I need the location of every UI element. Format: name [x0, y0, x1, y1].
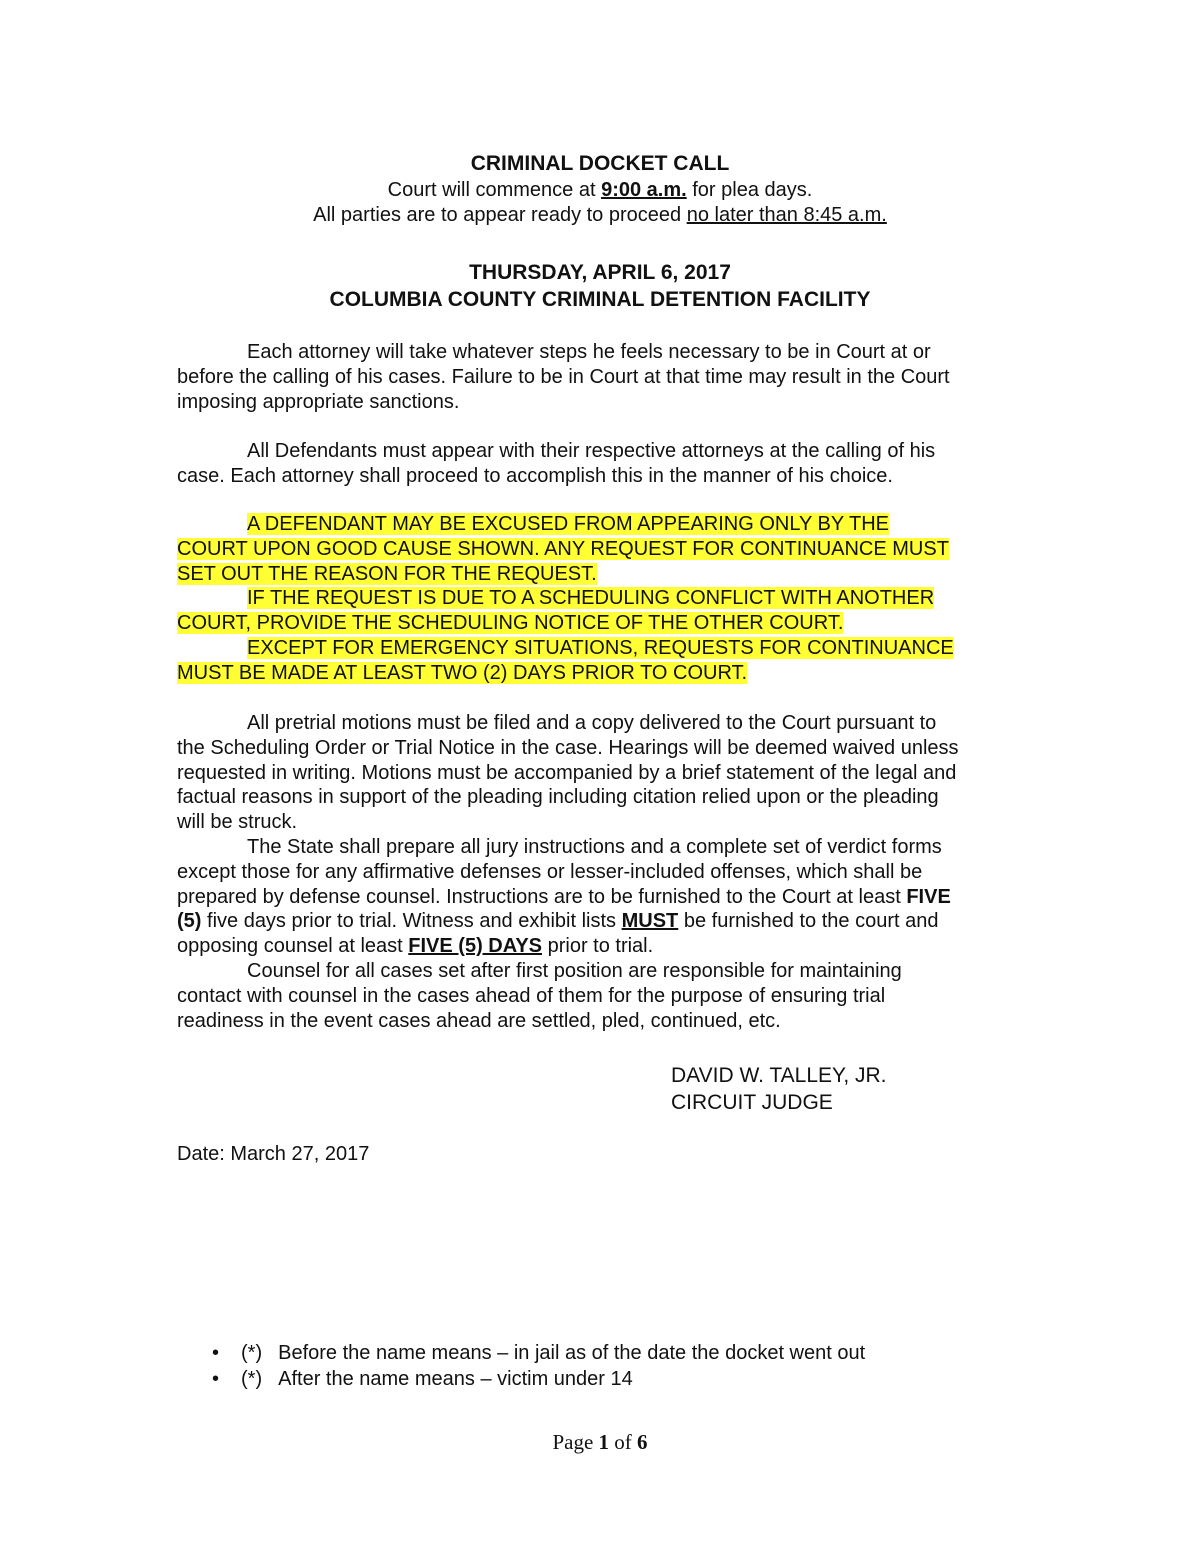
note-item: • (*) After the name means – victim under 14 — [212, 1368, 633, 1390]
paragraph-defendants: All Defendants must appear with their respective attorneys at the calling of his case. Each attorney shall proceed to accomplish this in the manner of his choice. — [177, 440, 936, 487]
paragraph-jury-instructions: The State shall prepare all jury instructions and a complete set of verdict forms except those for any affirmative defenses or lesser-included offenses, which shall be prepared by defense counsel. Instructions are to be furnished to the Court at least FIVE (5) five days prior to trial. Witness and exhibit lists MUST be furnished to the court and opposing counsel at least FIVE (5) DAYS prior to trial. — [177, 836, 951, 958]
commence-time: 9:00 a.m. — [601, 179, 687, 201]
appear-line: All parties are to appear ready to proceed no later than 8:45 a.m. — [313, 204, 887, 226]
paragraph-attorney: Each attorney will take whatever steps he feels necessary to be in Court at or before the calling of his cases. Failure to be in Court at that time may result in the Court imposing appropriate sanctions. — [177, 341, 950, 413]
document-title: CRIMINAL DOCKET CALL — [470, 152, 730, 175]
signature-block — [671, 1062, 887, 1116]
bullet-icon: • — [212, 1342, 220, 1364]
appear-deadline: no later than 8:45 a.m. — [686, 204, 887, 226]
bullet-icon: • — [212, 1368, 220, 1390]
paragraph-pretrial-motions: All pretrial motions must be filed and a copy delivered to the Court pursuant to the Scheduling Order or Trial Notice in the case. Hearings will be deemed waived unless requested in writing. Motions must be accompanied by a brief statement of the legal and factual reasons in support of the pleading including citation relied upon or the pleading will be struck. — [177, 712, 959, 834]
paragraph-counsel-contact: Counsel for all cases set after first position are responsible for maintaining contact with counsel in the cases ahead of them for the purpose of ensuring trial readiness in the event cases ahead are settled, pled, continued, etc. — [177, 960, 902, 1032]
page-number: Page 1 of 6 — [552, 1430, 648, 1454]
highlighted-notice: A DEFENDANT MAY BE EXCUSED FROM APPEARING ONLY BY THE COURT UPON GOOD CAUSE SHOWN. ANY REQUEST FOR CONTINUANCE MUST SET OUT THE REASON FOR THE REQUEST. IF THE REQUEST IS DUE TO A SCHEDULING CONFLICT WITH ANOTHER COURT, PROVIDE THE SCHEDULING NOTICE OF THE OTHER COURT. EXCEPT FOR EMERGENCY SITUATIONS, REQUESTS FOR CONTINUANCE MUST BE MADE AT LEAST TWO (2) DAYS PRIOR TO COURT. — [177, 513, 954, 684]
session-date: THURSDAY, APRIL 6, 2017 — [469, 261, 731, 284]
session-location: COLUMBIA COUNTY CRIMINAL DETENTION FACILITY — [329, 288, 871, 311]
judge-name: DAVID W. TALLEY, JR. — [671, 1064, 887, 1087]
date-line: Date: March 27, 2017 — [177, 1143, 370, 1165]
note-item: • (*) Before the name means – in jail as of the date the docket went out — [212, 1342, 866, 1364]
judge-title: CIRCUIT JUDGE — [671, 1091, 833, 1114]
commence-line: Court will commence at 9:00 a.m. for plea days. — [387, 179, 813, 201]
